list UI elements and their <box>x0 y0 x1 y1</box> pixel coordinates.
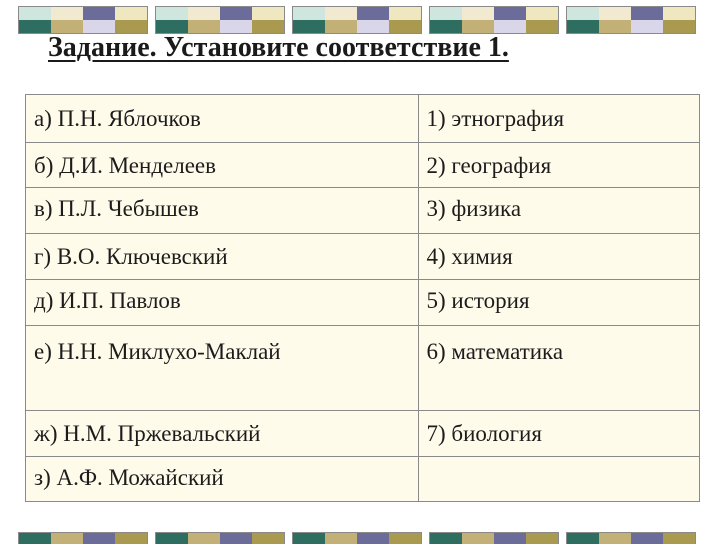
deco-block <box>155 532 285 544</box>
table-cell-field <box>418 457 700 502</box>
deco-block <box>292 532 422 544</box>
table-cell-field: 4) химия <box>418 234 700 280</box>
matching-table <box>25 94 700 502</box>
table-cell-field: 3) физика <box>418 188 700 234</box>
table-cell-person: ж) Н.М. Пржевальский <box>26 411 419 457</box>
table-cell-field: 5) история <box>418 280 700 326</box>
deco-block <box>566 532 696 544</box>
table-cell-person: д) И.П. Павлов <box>26 280 419 326</box>
table-row <box>26 188 700 234</box>
slide-title: Задание. Установите соответствие 1. <box>48 32 509 63</box>
deco-block <box>429 532 559 544</box>
table-cell-field: 2) география <box>418 143 700 188</box>
table-row <box>26 326 700 411</box>
deco-block <box>155 6 285 34</box>
table-row <box>26 411 700 457</box>
table-cell-person: в) П.Л. Чебышев <box>26 188 419 234</box>
table-cell-person: е) Н.Н. Миклухо-Маклай <box>26 326 419 411</box>
table-row <box>26 234 700 280</box>
top-decorative-strip <box>18 6 696 34</box>
table-row <box>26 280 700 326</box>
deco-block <box>292 6 422 34</box>
deco-block <box>18 532 148 544</box>
table-cell-person: г) В.О. Ключевский <box>26 234 419 280</box>
table-cell-person: а) П.Н. Яблочков <box>26 95 419 143</box>
deco-block <box>429 6 559 34</box>
table-cell-field: 1) этнография <box>418 95 700 143</box>
table-cell-person: б) Д.И. Менделеев <box>26 143 419 188</box>
bottom-decorative-strip <box>18 532 696 544</box>
table-row <box>26 95 700 143</box>
table-cell-field: 7) биология <box>418 411 700 457</box>
deco-block <box>18 6 148 34</box>
table-cell-person: з) А.Ф. Можайский <box>26 457 419 502</box>
table-row <box>26 143 700 188</box>
deco-block <box>566 6 696 34</box>
table-cell-field: 6) математика <box>418 326 700 411</box>
table-row <box>26 457 700 502</box>
